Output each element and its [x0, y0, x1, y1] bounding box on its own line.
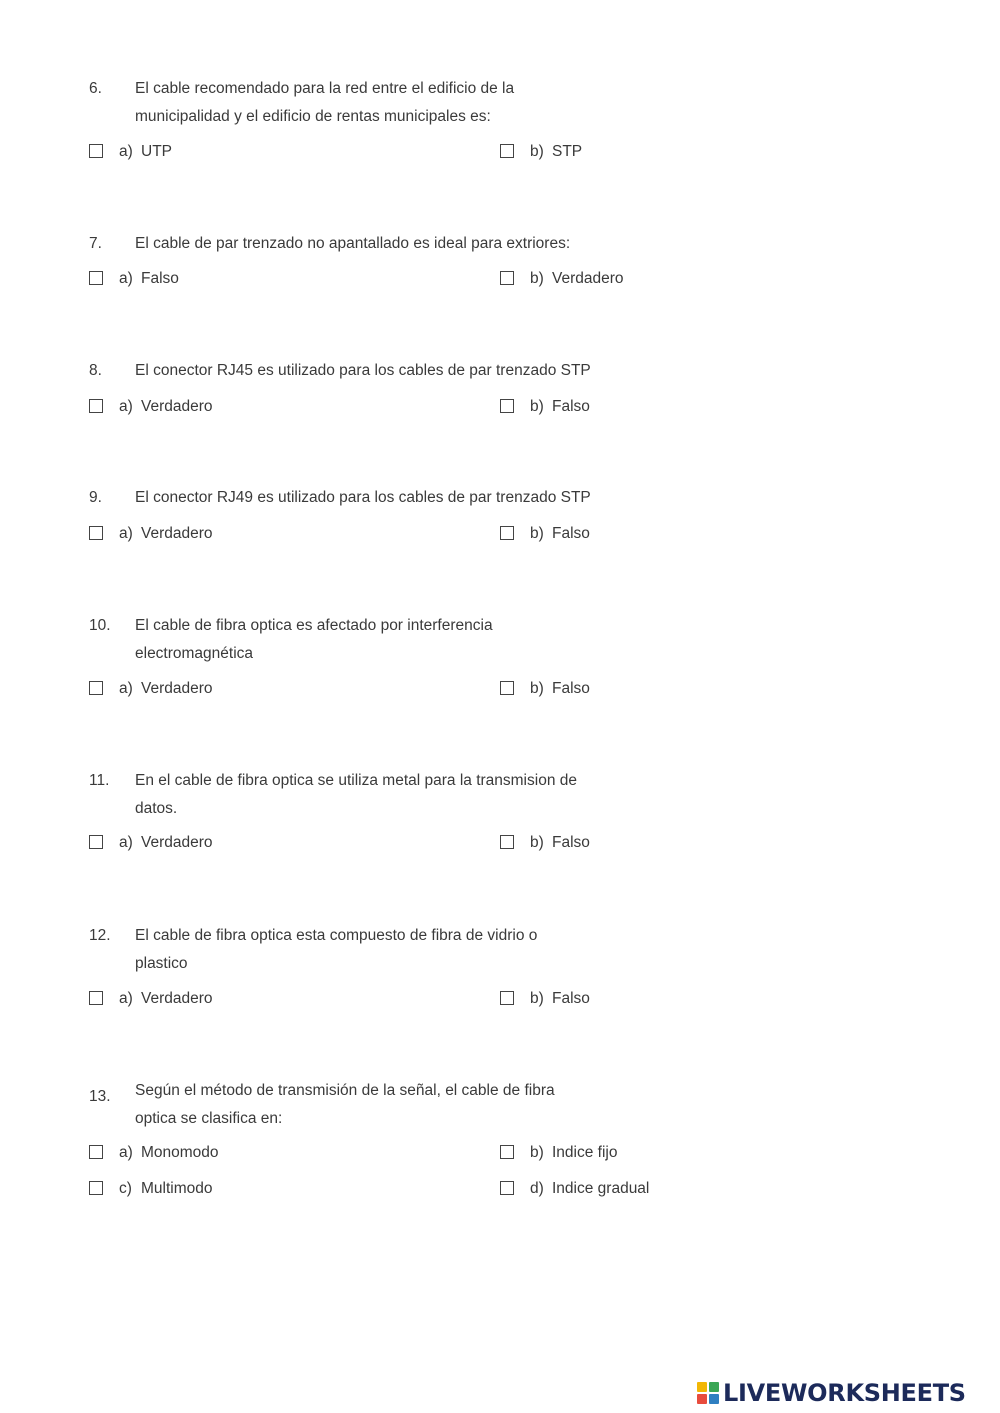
- question-line: El cable de fibra optica es afectado por interferencia: [135, 617, 493, 634]
- option-letter: a): [119, 680, 133, 697]
- option-letter: b): [530, 990, 544, 1007]
- checkbox[interactable]: [500, 835, 514, 849]
- question-number: 12.: [89, 927, 111, 944]
- option-letter: a): [119, 1144, 133, 1161]
- liveworksheets-logo: [697, 1380, 966, 1406]
- question-text: [135, 922, 635, 977]
- logo-text: LIVEWORKSHEETS: [723, 1379, 966, 1407]
- question-number: 10.: [89, 617, 111, 634]
- option-letter: d): [530, 1180, 544, 1197]
- question-line: electromagnética: [135, 644, 254, 662]
- option-letter: b): [530, 680, 544, 697]
- option-text: Verdadero: [141, 990, 213, 1007]
- option-text: Falso: [552, 525, 590, 542]
- option-letter: c): [119, 1180, 132, 1197]
- question-line: En el cable de fibra optica se utiliza metal para la transmision de: [135, 772, 577, 789]
- question-line: El conector RJ49 es utilizado para los cables de par trenzado STP: [135, 489, 591, 506]
- checkbox[interactable]: [89, 271, 103, 285]
- question-line: El cable de fibra optica esta compuesto de fibra de vidrio o: [135, 927, 538, 944]
- checkbox[interactable]: [500, 144, 514, 158]
- question-line: El conector RJ45 es utilizado para los cables de par trenzado STP: [135, 362, 591, 379]
- checkbox[interactable]: [89, 1181, 103, 1195]
- question-line: Según el método de transmisión de la señal, el cable de fibra: [135, 1082, 555, 1099]
- option-text: Verdadero: [141, 525, 213, 542]
- option-letter: b): [530, 270, 544, 287]
- checkbox[interactable]: [500, 271, 514, 285]
- option-text: Verdadero: [141, 680, 213, 697]
- question-line: municipalidad y el edificio de rentas municipales es:: [135, 107, 491, 125]
- option-letter: a): [119, 990, 133, 1007]
- checkbox[interactable]: [500, 681, 514, 695]
- checkbox[interactable]: [89, 835, 103, 849]
- option-text: Verdadero: [141, 834, 213, 851]
- question-number: 8.: [89, 362, 102, 379]
- checkbox[interactable]: [500, 399, 514, 413]
- question-line: datos.: [135, 799, 178, 817]
- option-letter: a): [119, 834, 133, 851]
- logo-square: [697, 1382, 707, 1392]
- question-line: El cable de par trenzado no apantallado es ideal para extriores:: [135, 235, 571, 252]
- question-number: 7.: [89, 235, 102, 252]
- question-text: [135, 612, 635, 667]
- option-text: Monomodo: [141, 1144, 219, 1161]
- option-text: Falso: [141, 270, 179, 287]
- question-text: [135, 357, 635, 385]
- option-text: Indice gradual: [552, 1180, 650, 1197]
- option-letter: b): [530, 143, 544, 160]
- option-letter: b): [530, 1144, 544, 1161]
- question-number: 11.: [89, 772, 110, 789]
- option-letter: a): [119, 270, 133, 287]
- option-letter: b): [530, 398, 544, 415]
- checkbox[interactable]: [500, 526, 514, 540]
- logo-square: [709, 1382, 719, 1392]
- option-letter: b): [530, 834, 544, 851]
- question-text: [135, 484, 635, 512]
- checkbox[interactable]: [89, 399, 103, 413]
- option-text: STP: [552, 143, 583, 160]
- option-text: Falso: [552, 398, 590, 415]
- checkbox[interactable]: [500, 1181, 514, 1195]
- question-text: [135, 75, 635, 130]
- question-line: optica se clasifica en:: [135, 1109, 283, 1127]
- option-letter: a): [119, 398, 133, 415]
- liveworksheets-logo-icon: [697, 1382, 719, 1404]
- checkbox[interactable]: [89, 1145, 103, 1159]
- option-text: Verdadero: [552, 270, 624, 287]
- question-number: 6.: [89, 80, 102, 97]
- question-text: [135, 230, 635, 258]
- checkbox[interactable]: [89, 144, 103, 158]
- question-number: 9.: [89, 489, 102, 506]
- logo-square: [697, 1394, 707, 1404]
- option-letter: a): [119, 143, 133, 160]
- option-text: Falso: [552, 990, 590, 1007]
- logo-square: [709, 1394, 719, 1404]
- question-line: plastico: [135, 954, 188, 972]
- question-text: [135, 767, 635, 822]
- checkbox[interactable]: [89, 681, 103, 695]
- option-text: Falso: [552, 834, 590, 851]
- checkbox[interactable]: [89, 991, 103, 1005]
- checkbox[interactable]: [500, 1145, 514, 1159]
- question-number: 13.: [89, 1088, 111, 1105]
- checkbox[interactable]: [89, 526, 103, 540]
- option-text: Indice fijo: [552, 1144, 618, 1161]
- checkbox[interactable]: [500, 991, 514, 1005]
- option-letter: a): [119, 525, 133, 542]
- question-text: [135, 1077, 635, 1132]
- option-text: Multimodo: [141, 1180, 213, 1197]
- option-text: Falso: [552, 680, 590, 697]
- option-letter: b): [530, 525, 544, 542]
- question-line: El cable recomendado para la red entre el edificio de la: [135, 80, 515, 97]
- option-text: Verdadero: [141, 398, 213, 415]
- option-text: UTP: [141, 143, 172, 160]
